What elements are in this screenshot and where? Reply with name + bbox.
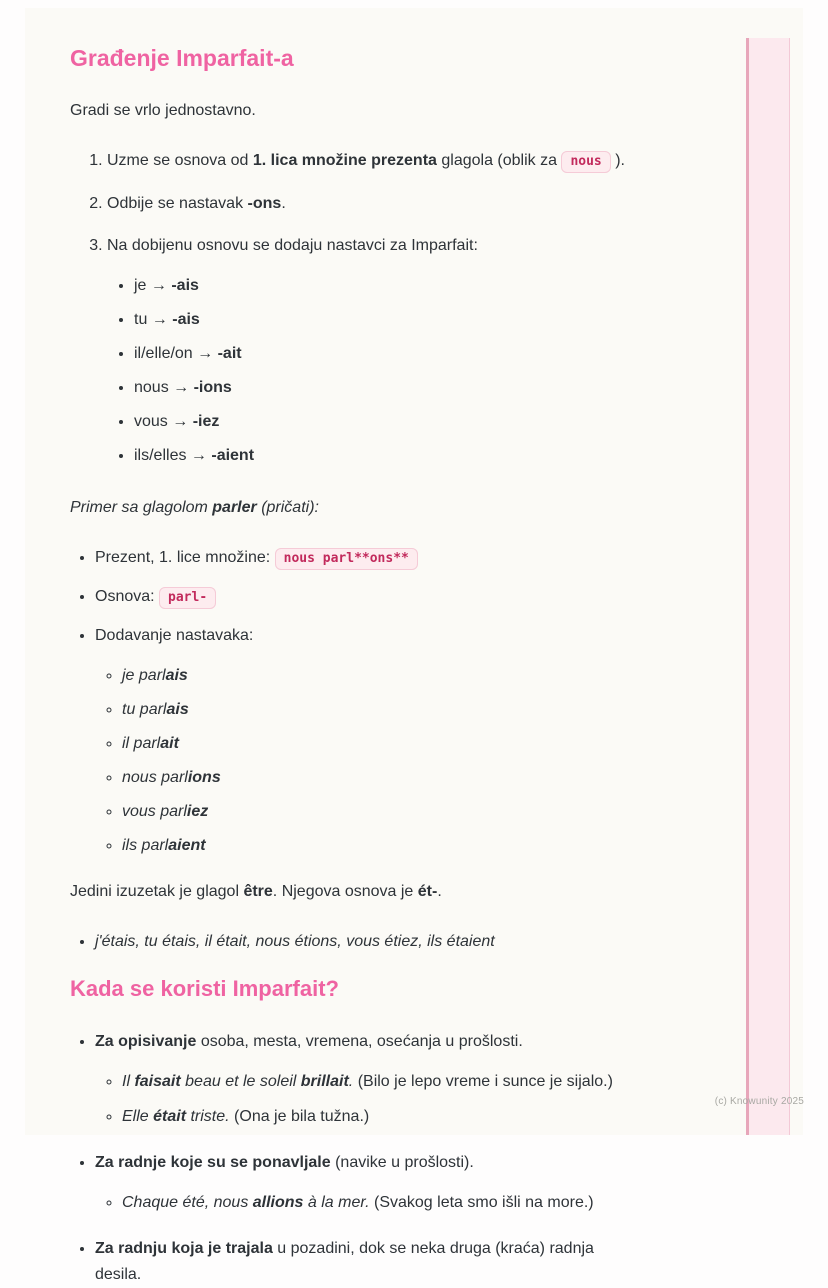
list-item	[122, 799, 708, 825]
text-run: Prezent, 1. lice množine:	[95, 549, 275, 566]
text-run: ions	[187, 769, 221, 786]
list-item	[95, 929, 708, 955]
watermark: (c) Knowunity 2025	[714, 1096, 804, 1107]
text-run: -ons	[247, 195, 282, 212]
text-run: brillait	[300, 1073, 349, 1090]
list-item	[95, 584, 708, 611]
text-run: ais	[165, 667, 188, 684]
text-run: iez	[186, 803, 209, 820]
text-run: (navike u prošlosti).	[330, 1154, 474, 1171]
text-run: je parl	[122, 667, 166, 684]
paragraph	[70, 98, 708, 124]
sub-list	[95, 663, 708, 859]
list-item	[122, 663, 708, 689]
section-heading	[70, 975, 708, 1002]
text-run: -iez	[192, 413, 220, 430]
list-item	[122, 731, 708, 757]
text-run: .	[281, 195, 286, 212]
paragraph	[70, 879, 708, 905]
list-item	[122, 1069, 708, 1095]
text-run: . Njegova osnova je	[272, 883, 418, 900]
text-run: tu parl	[122, 701, 167, 718]
text-run: parler	[212, 499, 257, 516]
text-run: -ions	[193, 379, 232, 396]
notes-page	[25, 8, 803, 1283]
text-run: Chaque été, nous	[122, 1194, 253, 1211]
text-run: (Ona je bila tužna.)	[229, 1108, 370, 1125]
text-run: -aient	[211, 447, 255, 464]
text-run: nous parl	[122, 769, 188, 786]
text-run: vous →	[134, 413, 193, 430]
text-run: desila.	[95, 1266, 142, 1283]
text-run: Jedini izuzetak je glagol	[70, 883, 244, 900]
text-run: Građenje Imparfait-a	[70, 45, 294, 71]
list-item	[95, 1236, 708, 1288]
text-run: .	[437, 883, 442, 900]
text-run: tu →	[134, 311, 173, 328]
text-run: nous →	[134, 379, 194, 396]
text-run: osoba, mesta, vremena, osećanja u prošlosti.	[196, 1033, 523, 1050]
bullet-list	[70, 545, 708, 859]
text-run: Uzme se osnova od	[107, 152, 253, 169]
list-item	[134, 375, 708, 401]
list-item	[122, 1190, 708, 1216]
text-run: (Bilo je lepo vreme i sunce je sijalo.)	[353, 1073, 613, 1090]
list-item	[95, 623, 708, 859]
text-run: aient	[168, 837, 206, 854]
text-run: faisait	[134, 1073, 181, 1090]
text-run: Za radnje koje su se ponavljale	[95, 1154, 331, 1171]
sub-list	[95, 1190, 708, 1216]
text-run: ét-	[417, 883, 438, 900]
list-item	[122, 833, 708, 859]
text-run: était	[153, 1108, 187, 1125]
list-item	[107, 233, 708, 469]
section-heading	[70, 44, 708, 72]
list-item	[95, 1029, 708, 1130]
text-run: Za radnju koja je trajala	[95, 1240, 273, 1257]
text-run: je →	[134, 277, 172, 294]
text-run: être	[243, 883, 273, 900]
list-item	[134, 341, 708, 367]
text-run: Il	[122, 1073, 135, 1090]
list-item	[134, 273, 708, 299]
text-run: .	[348, 1073, 354, 1090]
sub-list	[107, 273, 708, 469]
text-run: il parl	[122, 735, 161, 752]
text-run: u pozadini, dok se neka druga (kraća) radnja	[272, 1240, 594, 1257]
sub-list	[95, 1069, 708, 1130]
text-run: ait	[160, 735, 179, 752]
paragraph	[70, 495, 708, 521]
list-item	[95, 545, 708, 572]
doc-content	[25, 8, 803, 1288]
list-item	[134, 409, 708, 435]
text-run: (pričati):	[256, 499, 319, 516]
text-run: Odbije se nastavak	[107, 195, 248, 212]
text-run: Dodavanje nastavaka:	[95, 627, 254, 644]
text-run: j'étais, tu étais, il était, nous étions, vous étiez, ils étaient	[95, 933, 495, 950]
text-run: Primer sa glagolom	[70, 499, 213, 516]
text-run: glagola (oblik za	[436, 152, 562, 169]
list-item	[122, 765, 708, 791]
text-run: ils parl	[122, 837, 169, 854]
text-run: -ais	[172, 311, 200, 328]
list-item	[95, 1150, 708, 1216]
inline-code: nous	[561, 151, 610, 173]
text-run: ils/elles →	[134, 447, 212, 464]
list-item	[107, 148, 708, 175]
text-run: Kada se koristi Imparfait?	[70, 976, 339, 1001]
text-run: beau et le soleil	[180, 1073, 301, 1090]
bullet-list	[70, 1029, 708, 1288]
inline-code: nous parl**ons**	[275, 548, 418, 570]
text-run: allions	[252, 1194, 304, 1211]
text-run: ais	[166, 701, 189, 718]
text-run: Za opisivanje	[95, 1033, 197, 1050]
list-item	[134, 443, 708, 469]
text-run: vous parl	[122, 803, 187, 820]
ordered-list	[70, 148, 708, 469]
text-run: -ait	[217, 345, 242, 362]
text-run: Gradi se vrlo jednostavno.	[70, 102, 256, 119]
list-item	[134, 307, 708, 333]
text-run: il/elle/on →	[134, 345, 218, 362]
list-item	[122, 1104, 708, 1130]
text-run: (Svakog leta smo išli na more.)	[369, 1194, 594, 1211]
text-run: 1. lica množine prezenta	[252, 152, 437, 169]
text-run: à la mer.	[303, 1194, 370, 1211]
text-run: ).	[610, 152, 625, 169]
text-run: triste.	[186, 1108, 230, 1125]
inline-code: parl-	[159, 587, 216, 609]
list-item	[122, 697, 708, 723]
text-run: Na dobijenu osnovu se dodaju nastavci za Imparfait:	[107, 237, 478, 254]
text-run: -ais	[171, 277, 199, 294]
bullet-list	[70, 929, 708, 955]
text-run: Elle	[122, 1108, 154, 1125]
list-item	[107, 191, 708, 217]
text-run: Osnova:	[95, 588, 160, 605]
